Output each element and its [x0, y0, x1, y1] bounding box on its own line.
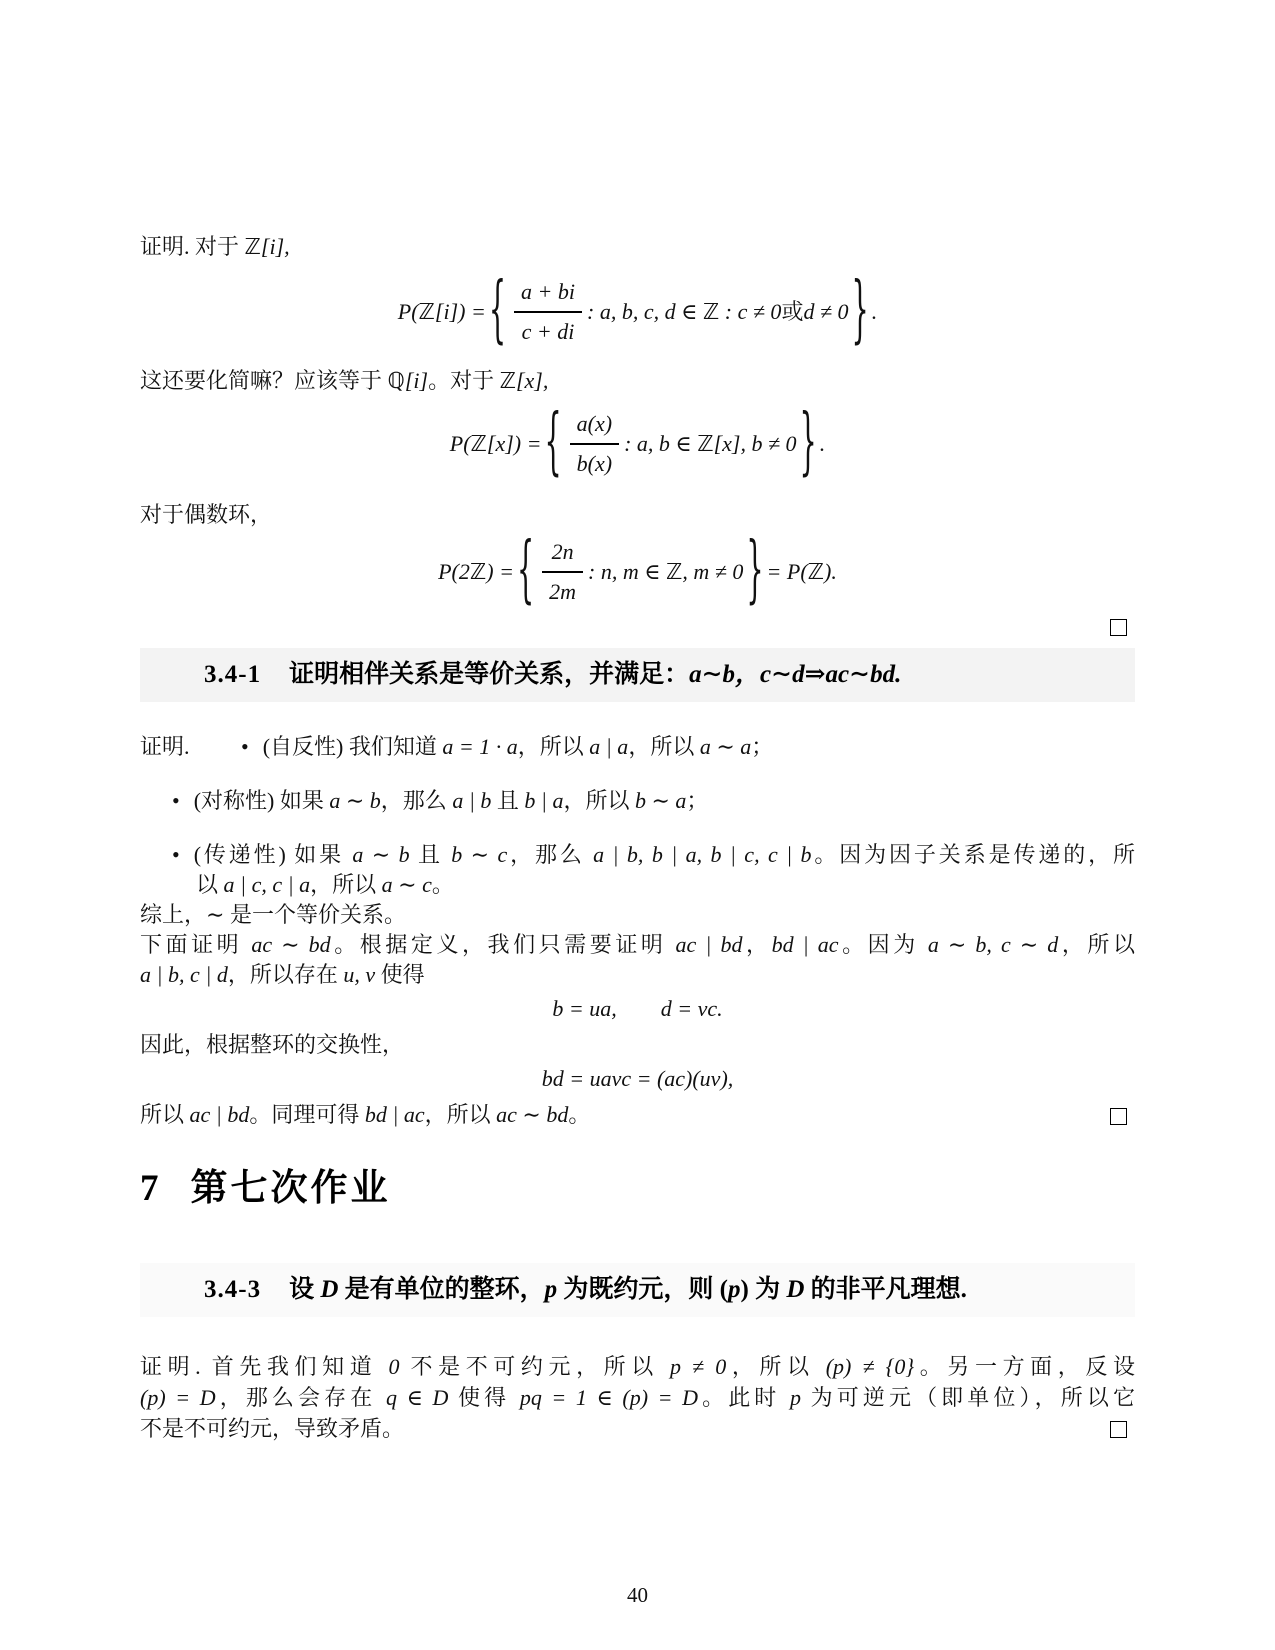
- equation-lhs: P(2ℤ) =: [438, 559, 514, 584]
- text-run: 且: [491, 788, 525, 813]
- close-brace: }: [799, 400, 817, 485]
- math-run: b ∼ a: [634, 788, 687, 813]
- item-transitive-line2: [140, 870, 1135, 900]
- proof-343-line3: [140, 1413, 1135, 1444]
- text-run: 且: [409, 842, 452, 867]
- close-brace: }: [851, 268, 869, 353]
- text-run: 。对于: [428, 368, 500, 393]
- text-run: 。: [431, 872, 454, 897]
- item-transitive-line1: [140, 840, 1135, 870]
- equation-tail: = P(ℤ).: [766, 559, 837, 584]
- math-run: a | b, b | a, b | c, c | b: [593, 842, 812, 867]
- text-run: 的非平凡理想.: [804, 1276, 967, 1303]
- math-run: : n, m ∈ ℤ, m ≠ 0: [588, 559, 744, 584]
- text-run: 为可逆元（即单位），所以它: [801, 1385, 1135, 1410]
- section-number: 7: [140, 1168, 159, 1209]
- equation-condition: [624, 429, 796, 459]
- math-run: a ∼ c: [381, 872, 432, 897]
- text-run: 是一个等价关系。: [224, 902, 406, 927]
- text-run: 。因为: [838, 932, 928, 957]
- item-reflexive: [263, 734, 774, 759]
- math-run: bd | ac: [771, 932, 839, 957]
- text-run: 。根据定义，我们只需要证明: [330, 932, 676, 957]
- problem-statement: [289, 1276, 967, 1303]
- text-run: 因此，根据整环的交换性，: [140, 1032, 405, 1057]
- proof-341-first-line: [140, 732, 1135, 762]
- text-run: ，那么: [380, 788, 453, 813]
- text-run: ，那么: [507, 842, 594, 867]
- proof-343-line2: [140, 1382, 1135, 1413]
- equation-lhs: P(ℤ[i]) =: [397, 299, 486, 324]
- equation-b-ua: b = ua, d = vc.: [552, 996, 723, 1021]
- paragraph-even-ring: [140, 500, 1135, 530]
- item-transitive-text: [194, 842, 1135, 867]
- problem-number: 3.4-3: [204, 1276, 262, 1303]
- equation-tail: .: [819, 431, 826, 456]
- text-run: 证明相伴关系是等价关系，并满足：: [289, 661, 690, 688]
- text-run: ，所以: [310, 872, 382, 897]
- text-run: ，所以: [1058, 932, 1135, 957]
- qed-box: [1110, 1421, 1127, 1438]
- open-brace: {: [544, 400, 562, 485]
- text-run: 。另一方面，反设: [914, 1354, 1135, 1379]
- math-run: q ∈ D: [385, 1385, 449, 1410]
- bullet-icon: •: [172, 842, 180, 867]
- math-run: ℚ[i]: [387, 368, 429, 393]
- fraction: [570, 406, 619, 482]
- math-run: (p) ≠ {0}: [825, 1354, 915, 1379]
- equation-p-zx: [140, 400, 1135, 485]
- text-run: ，: [742, 932, 772, 957]
- page-number: 40: [627, 1583, 648, 1607]
- math-run: ℤ[i],: [244, 234, 290, 259]
- text-run: 这还要化简嘛？应该等于: [140, 368, 388, 393]
- math-run: bd | ac: [364, 1102, 425, 1127]
- qed-box: [1110, 1108, 1127, 1125]
- fraction-numerator: a + bi: [514, 274, 582, 313]
- math-run: D: [786, 1276, 805, 1303]
- problem-number: 3.4-1: [204, 661, 262, 688]
- math-run: a ∼ b: [352, 842, 410, 867]
- text-run: 下面证明: [140, 932, 252, 957]
- problem-heading-343: [140, 1263, 1135, 1317]
- final-line-text: [140, 1102, 590, 1127]
- equation-lhs: P(ℤ[x]) =: [449, 431, 542, 456]
- proof-343: [140, 1351, 1135, 1444]
- text-run: 使得: [448, 1385, 520, 1410]
- problem-heading-341: [140, 648, 1135, 702]
- qed-box: [1110, 619, 1127, 636]
- math-run: D: [320, 1276, 339, 1303]
- paragraph-zx: [140, 366, 1135, 396]
- math-run: 0: [388, 1354, 400, 1379]
- text-run: 对于偶数环，: [140, 502, 273, 527]
- math-run: a | a: [589, 734, 629, 759]
- text-run: (自反性) 我们知道: [262, 734, 443, 759]
- text-run: 设: [289, 1276, 321, 1303]
- summary-line: [140, 900, 1135, 930]
- math-run: ac ∼ bd: [496, 1102, 569, 1127]
- math-run: b ∼ c: [451, 842, 508, 867]
- math-run: d ≠ 0: [803, 299, 849, 324]
- fraction-denominator: c + di: [521, 319, 575, 344]
- section-heading-7: [140, 1164, 1135, 1213]
- equation-p-zi: [140, 268, 1135, 353]
- math-run: ac | bd: [675, 932, 743, 957]
- equation-condition: [588, 557, 743, 587]
- math-run: ac ∼ bd: [251, 932, 331, 957]
- fraction: [542, 534, 583, 610]
- math-run: a ∼ b, c ∼ d: [927, 932, 1059, 957]
- text-run: (传递性) 如果: [193, 842, 353, 867]
- math-run: (p) = D: [140, 1385, 216, 1410]
- math-run: p: [790, 1385, 802, 1410]
- item-symmetric: [140, 786, 1135, 816]
- math-run: ℤ[x],: [499, 368, 549, 393]
- text-run: ，所以: [726, 1354, 826, 1379]
- text-run: ；: [686, 788, 709, 813]
- text-run: 。此时: [697, 1385, 791, 1410]
- text-run: 或: [781, 299, 804, 324]
- open-brace: {: [516, 528, 535, 613]
- text-run: 证明. 对于: [140, 234, 245, 259]
- page-content: [140, 0, 1135, 1444]
- math-run: p: [728, 1276, 741, 1303]
- math-run: p ≠ 0: [669, 1354, 727, 1379]
- equation-p-2z: [140, 528, 1135, 613]
- text-run: 综上，: [140, 902, 207, 927]
- ac-bd-line1: [140, 930, 1135, 960]
- proof-quotient-intro: [140, 232, 1135, 262]
- fraction-denominator: 2m: [549, 579, 577, 604]
- commutative-line: [140, 1030, 1135, 1060]
- text-run: ，所以: [517, 734, 590, 759]
- text-run: ，那么会存在: [215, 1385, 386, 1410]
- text-run: ，所以: [424, 1102, 497, 1127]
- math-run: : a, b, c, d ∈ ℤ : c ≠ 0: [587, 299, 782, 324]
- text-run: ，所以: [628, 734, 700, 759]
- proof-343-line1: [140, 1351, 1135, 1382]
- math-run: u, v: [343, 962, 376, 987]
- text-run: 是有单位的整环，: [338, 1276, 545, 1303]
- text-run: 不是不可约元，所以: [399, 1354, 670, 1379]
- equation-condition: [587, 297, 849, 327]
- math-run: p: [544, 1276, 558, 1303]
- math-run: : a, b ∈ ℤ[x], b ≠ 0: [624, 431, 797, 456]
- open-brace: {: [488, 268, 507, 353]
- text-run: ；: [751, 734, 774, 759]
- text-run: 使得: [375, 962, 425, 987]
- text-run: 不是不可约元，导致矛盾。: [140, 1416, 405, 1441]
- fraction-denominator: b(x): [576, 451, 613, 476]
- fraction-numerator: 2n: [542, 534, 583, 573]
- math-run: a | b: [452, 788, 492, 813]
- text-run: 所以: [140, 1102, 190, 1127]
- text-run: 。同理可得: [249, 1102, 365, 1127]
- bullet-icon: •: [241, 734, 249, 759]
- qed-line: [140, 614, 1135, 636]
- item-symmetric-text: [194, 788, 709, 813]
- text-run: 。: [568, 1102, 591, 1127]
- section-title: 第七次作业: [190, 1167, 391, 1208]
- fraction-numerator: a(x): [570, 406, 619, 445]
- text-run: 。因为因子关系是传递的，所: [811, 842, 1135, 867]
- text-run: ，所以: [563, 788, 635, 813]
- bullet-icon: •: [172, 788, 180, 813]
- text-run: (对称性) 如果: [193, 788, 330, 813]
- math-run: a | c, c | a: [223, 872, 311, 897]
- proof-label: 证明.: [140, 734, 190, 759]
- text-run: ，所以存在: [227, 962, 344, 987]
- math-run: ac | bd: [189, 1102, 250, 1127]
- math-run: a = 1 · a: [442, 734, 518, 759]
- math-run: a∼b，c∼d⇒ac∼bd.: [689, 661, 902, 688]
- text-run: 以: [196, 872, 224, 897]
- math-run: a | b, c | d: [140, 962, 228, 987]
- text-run: ) 为: [740, 1276, 787, 1303]
- text-run: 证明. 首先我们知道: [140, 1354, 389, 1379]
- math-run: a ∼ b: [329, 788, 381, 813]
- equation-bd-uavc: bd = uavc = (ac)(uv),: [541, 1066, 734, 1091]
- close-brace: }: [746, 528, 764, 613]
- math-run: b | a: [524, 788, 564, 813]
- problem-statement: [289, 661, 901, 688]
- fraction: [514, 274, 582, 350]
- equation-tail: .: [871, 299, 878, 324]
- proof-343-line3-text: [140, 1416, 404, 1441]
- math-run: a ∼ a: [699, 734, 752, 759]
- math-run: pq = 1 ∈ (p) = D: [519, 1385, 698, 1410]
- text-run: 为既约元，则 (: [557, 1276, 728, 1303]
- math-run: ∼: [206, 902, 225, 927]
- proof-341-final-line: [140, 1100, 1135, 1130]
- ac-bd-line2: [140, 960, 1135, 990]
